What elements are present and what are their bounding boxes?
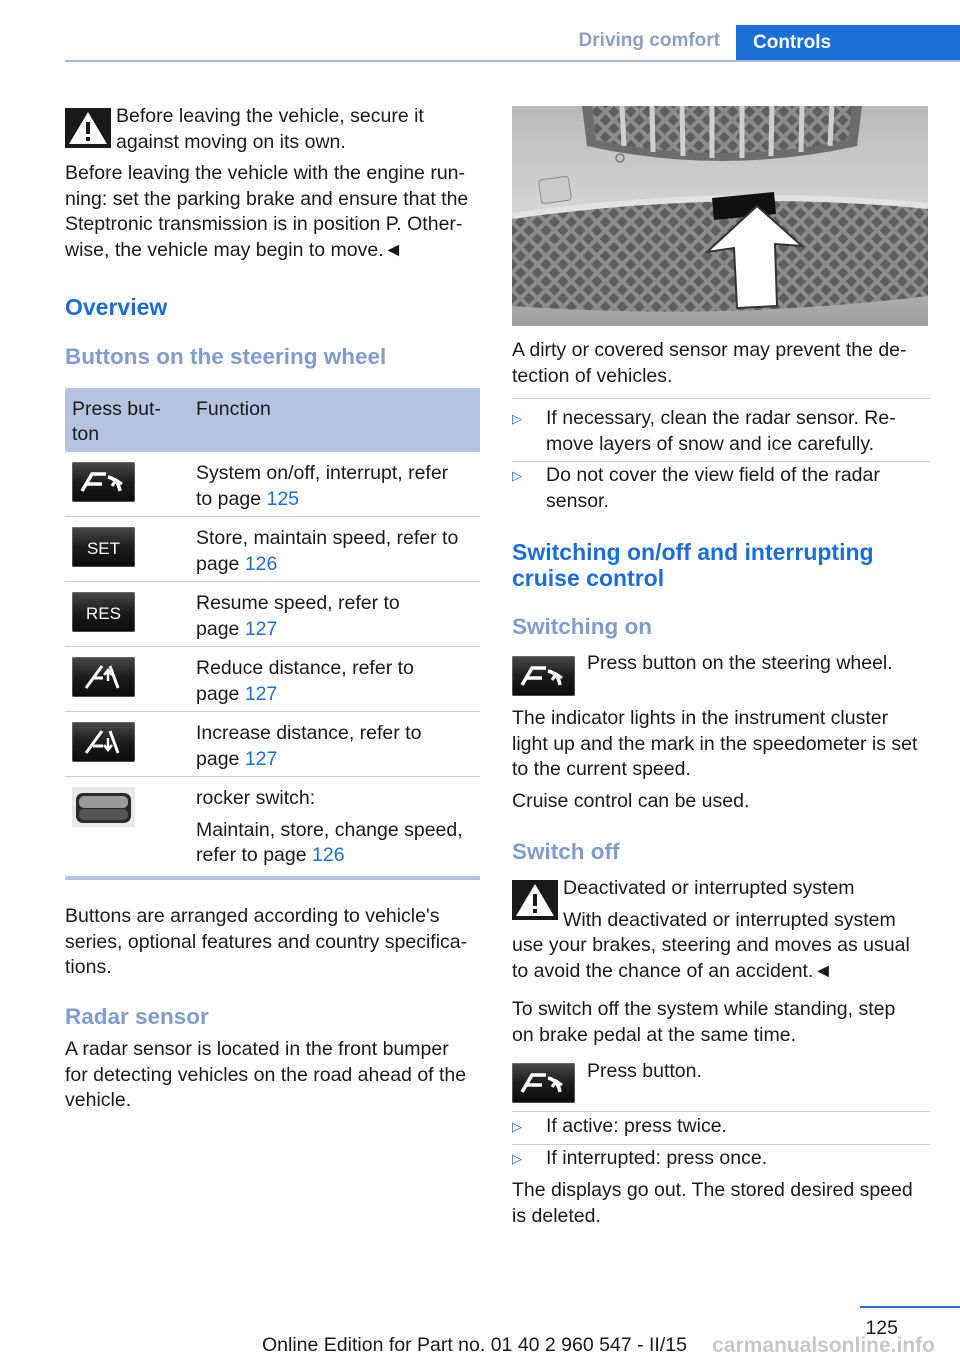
bullet-triangle-icon: ▷ <box>512 1151 522 1166</box>
warning-text: With deactivated or interrupted system <box>563 909 896 931</box>
warning-text-cont: use your brakes, steering and moves as usual to avoid the chance of an accident.◄ <box>512 934 910 982</box>
table-row <box>65 452 480 517</box>
table-row <box>65 582 480 647</box>
buttons-arrangement-paragraph: Buttons are arranged according to vehicle's series, optional features and country specifica- tions. <box>65 905 468 978</box>
res-button-label: RES <box>86 604 121 623</box>
table-row <box>65 647 480 712</box>
reduce-distance-icon <box>72 657 135 697</box>
set-button-label: SET <box>86 539 121 558</box>
bullet-triangle-icon: ▷ <box>512 411 522 426</box>
bullet-triangle-icon: ▷ <box>512 1119 522 1134</box>
page-number: 125 <box>865 1317 898 1339</box>
page-link[interactable]: 125 <box>266 487 300 510</box>
cruise-usable-paragraph: Cruise control can be used. <box>512 790 750 812</box>
cruise-control-icon <box>512 656 575 696</box>
table-header <box>65 388 480 452</box>
row-function-text: System on/off, interrupt, refer to page 125 <box>196 462 449 510</box>
radar-sensor-heading: Radar sensor <box>65 1004 209 1029</box>
table-row <box>65 712 480 777</box>
radar-sensor-photo <box>512 106 928 326</box>
warning-icon <box>512 880 558 920</box>
bullet-divider <box>512 1111 930 1112</box>
watermark: carmanualsonline.info <box>712 1334 935 1357</box>
switching-on-heading: Switching on <box>512 614 652 639</box>
page-link[interactable]: 127 <box>244 682 278 705</box>
row-function-text: rocker switch: Maintain, store, change speed, refer to page 126 <box>196 787 463 866</box>
row-function-text: Resume speed, refer to page 127 <box>196 592 400 640</box>
footer-divider <box>860 1306 960 1308</box>
header-divider <box>65 60 960 62</box>
bullet-divider <box>512 398 930 399</box>
table-header-function: Function <box>196 398 271 420</box>
bullet-divider <box>512 461 930 462</box>
steering-buttons-heading: Buttons on the steering wheel <box>65 344 387 369</box>
standing-switch-off-paragraph: To switch off the system while standing, step on brake pedal at the same time. <box>512 998 896 1046</box>
radar-sensor-paragraph: A radar sensor is located in the front bumper for detecting vehicles on the road ahead of the vehicle. <box>65 1038 467 1111</box>
header-section-title: Driving comfort <box>578 30 720 51</box>
warning-icon <box>65 108 111 148</box>
displays-off-paragraph: The displays go out. The stored desired speed is deleted. <box>512 1179 913 1227</box>
warning-title: Deactivated or interrupted system <box>563 877 855 899</box>
page-link[interactable]: 126 <box>244 552 278 575</box>
set-button-icon <box>72 527 135 567</box>
table-bottom-rule <box>65 876 480 880</box>
switching-on-text: Press button on the steering wheel. <box>587 652 893 674</box>
table-row <box>65 517 480 582</box>
bullet-divider <box>512 1144 930 1145</box>
press-button-text: Press button. <box>587 1060 702 1082</box>
header-chapter-tab: Controls <box>736 25 960 61</box>
cruise-control-icon <box>72 462 135 502</box>
indicator-paragraph: The indicator lights in the instrument cluster light up and the mark in the speedometer is set to the current speed. <box>512 707 918 780</box>
switch-off-heading: Switch off <box>512 839 620 864</box>
bullet-triangle-icon: ▷ <box>512 468 522 483</box>
edition-text: Online Edition for Part no. 01 40 2 960 547 - II/15 <box>262 1334 687 1356</box>
rocker-switch-icon <box>72 787 135 827</box>
res-button-icon <box>72 592 135 632</box>
page-link[interactable]: 127 <box>244 747 278 770</box>
row-function-text: Increase distance, refer to page 127 <box>196 722 422 770</box>
overview-heading: Overview <box>65 294 168 320</box>
switching-heading: Switching on/off and interrupting cruise control <box>512 539 874 591</box>
table-header-press-button: Press but- ton <box>72 398 161 445</box>
increase-distance-icon <box>72 722 135 762</box>
cruise-control-icon <box>512 1063 575 1103</box>
dirty-sensor-paragraph: A dirty or covered sensor may prevent the de- tection of vehicles. <box>512 339 907 387</box>
page-link[interactable]: 126 <box>312 844 345 866</box>
parking-warning-paragraph: Before leaving the vehicle with the engine run- ning: set the parking brake and ensure that the Steptronic transmission is in position P. Other- wise, the vehicle may begin to move.◄ <box>65 162 469 261</box>
row-function-text: Reduce distance, refer to page 127 <box>196 657 414 705</box>
page-link[interactable]: 127 <box>244 617 278 640</box>
row-function-text: Store, maintain speed, refer to page 126 <box>196 527 459 575</box>
warning-text: Before leaving the vehicle, secure it against moving on its own. <box>116 105 424 153</box>
table-row <box>65 777 480 873</box>
